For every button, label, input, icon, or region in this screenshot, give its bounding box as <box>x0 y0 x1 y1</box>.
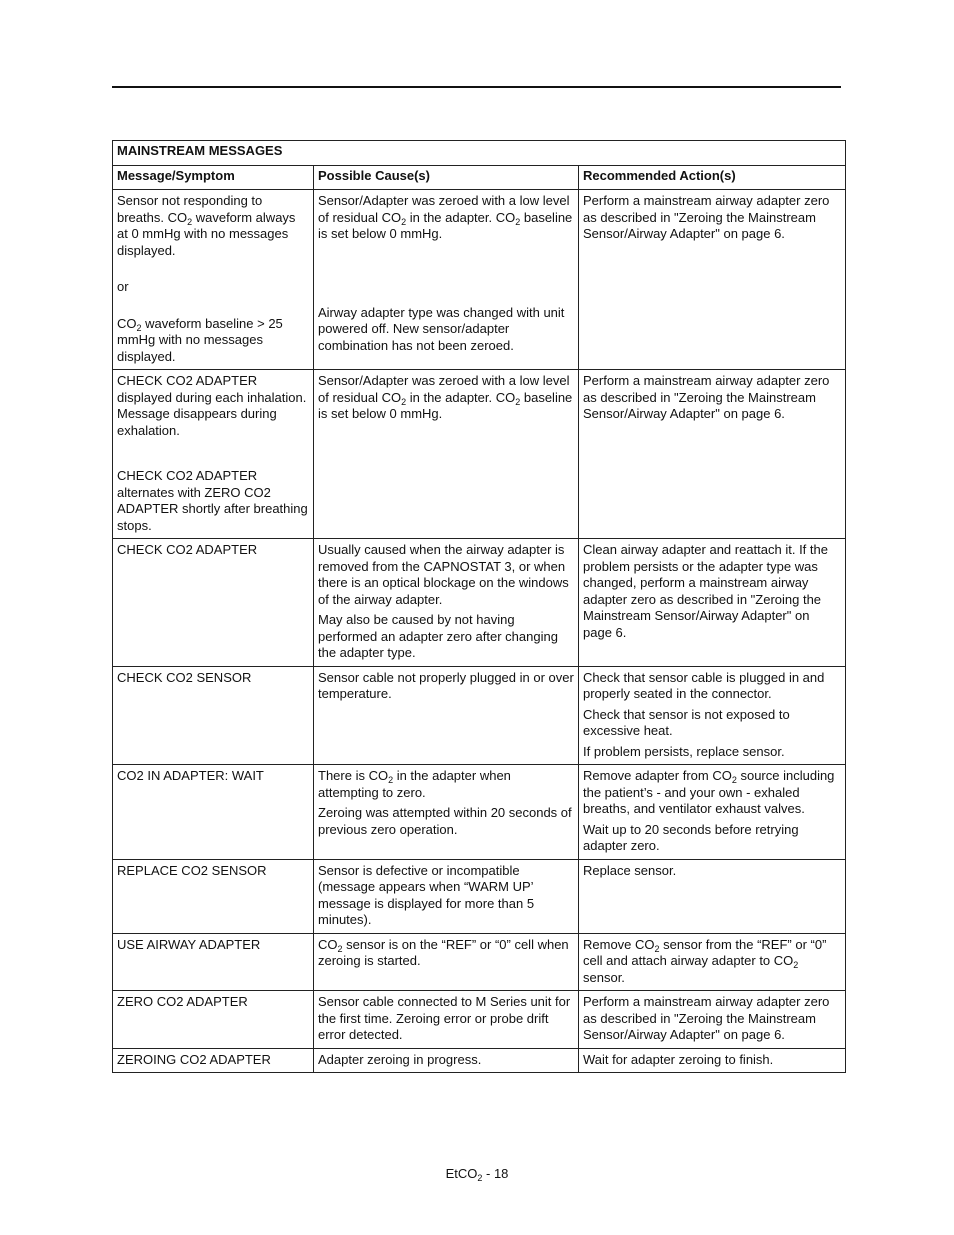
table-title: MAINSTREAM MESSAGES <box>113 141 846 166</box>
cause-text: Zeroing was attempted within 20 seconds of previous zero operation. <box>318 805 572 837</box>
cause-cell <box>314 1048 579 1073</box>
symptom-cell <box>113 859 314 933</box>
cause-text: Sensor/Adapter was zeroed with a low level of residual $CO_2$ in the adapter. $CO_2$ baseline is set below 0 mmHg. <box>318 373 573 421</box>
cause-text: Adapter zeroing in progress. <box>318 1051 482 1067</box>
cause-text: Sensor cable connected to M Series unit for the first time. Zeroing error or probe drift error detected. <box>318 994 571 1042</box>
cause-cell <box>314 539 579 667</box>
action-cell <box>579 666 846 765</box>
symptom-text: ZEROING CO2 ADAPTER <box>117 1051 271 1067</box>
table-title-row <box>113 141 846 166</box>
table-row <box>113 991 846 1049</box>
cause-cell <box>314 933 579 991</box>
symptom-text: CHECK CO2 ADAPTER alternates with ZERO CO2 ADAPTER shortly after breathing stops. <box>117 468 308 533</box>
action-text: Replace sensor. <box>583 862 677 878</box>
symptom-text: USE AIRWAY ADAPTER <box>117 936 261 952</box>
column-header-action: Recommended Action(s) <box>579 165 846 190</box>
action-text: Perform a mainstream airway adapter zero as described in "Zeroing the Mainstream Sensor/Airway Adapter" on page 6. <box>583 994 830 1042</box>
cause-text: May also be caused by not having performed an adapter zero after changing the adapter type. <box>318 612 558 660</box>
symptom-cell <box>113 765 314 860</box>
action-text: If problem persists, replace sensor. <box>583 743 785 759</box>
column-header-cause: Possible Cause(s) <box>314 165 579 190</box>
action-text: Wait up to 20 seconds before retrying adapter zero. <box>583 821 799 853</box>
cause-text: $CO_2$ sensor is on the “REF” or “0” cell when zeroing is started. <box>318 936 569 968</box>
action-text: Perform a mainstream airway adapter zero as described in "Zeroing the Mainstream Sensor/Airway Adapter" on page 6. <box>583 373 830 421</box>
symptom-text: $CO_2$ waveform baseline > 25 mmHg with no messages displayed. <box>117 315 283 364</box>
cause-text: There is $CO_2$ in the adapter when attempting to zero. <box>318 768 511 800</box>
cause-text: Sensor/Adapter was zeroed with a low level of residual $CO_2$ in the adapter. $CO_2$ baseline is set below 0 mmHg. <box>318 193 573 241</box>
cause-cell <box>314 370 579 539</box>
action-text: Perform a mainstream airway adapter zero as described in "Zeroing the Mainstream Sensor/Airway Adapter" on page 6. <box>583 193 830 241</box>
action-cell <box>579 190 846 370</box>
table-row <box>113 190 846 370</box>
symptom-text: REPLACE CO2 SENSOR <box>117 862 267 878</box>
action-cell <box>579 370 846 539</box>
cause-text: Usually caused when the airway adapter is removed from the CAPNOSTAT 3, or when there is an optical blockage on the windows of the airway adapter. <box>318 542 569 607</box>
symptom-cell <box>113 190 314 370</box>
symptom-cell <box>113 991 314 1049</box>
table-header-row <box>113 165 846 190</box>
column-header-symptom: Message/Symptom <box>113 165 314 190</box>
symptom-cell <box>113 370 314 539</box>
symptom-text: CO2 IN ADAPTER: WAIT <box>117 768 264 783</box>
action-cell <box>579 933 846 991</box>
mainstream-messages-table <box>112 140 846 1073</box>
table-row <box>113 1048 846 1073</box>
action-text: Remove $CO_2$ sensor from the “REF” or “0” cell and attach airway adapter to $CO_2$ sensor. <box>583 936 827 985</box>
symptom-cell <box>113 933 314 991</box>
action-text: Check that sensor cable is plugged in and properly seated in the connector. <box>583 669 825 701</box>
table-row <box>113 539 846 667</box>
symptom-text: CHECK CO2 ADAPTER <box>117 542 258 557</box>
symptom-cell <box>113 1048 314 1073</box>
action-cell <box>579 539 846 667</box>
table-row <box>113 370 846 539</box>
cause-cell <box>314 991 579 1049</box>
symptom-text: CHECK CO2 ADAPTER displayed during each inhalation. Message disappears during exhalation. <box>117 373 307 438</box>
top-horizontal-rule <box>112 86 841 88</box>
action-text: Remove adapter from $CO_2$ source including the patient’s - and your own - exhaled breaths, and ventilator exhaust valves. <box>583 768 835 816</box>
symptom-cell <box>113 539 314 667</box>
symptom-text: or <box>117 279 129 294</box>
cause-cell <box>314 765 579 860</box>
cause-text: Airway adapter type was changed with unit powered off. New sensor/adapter combination has not been zeroed. <box>318 304 565 353</box>
table-row <box>113 859 846 933</box>
table-row <box>113 933 846 991</box>
page-footer: EtCO$_2$ - 18 <box>445 1166 509 1183</box>
cause-text: Sensor cable not properly plugged in or over temperature. <box>318 669 574 701</box>
symptom-text: ZERO CO2 ADAPTER <box>117 994 248 1009</box>
action-cell <box>579 765 846 860</box>
action-cell <box>579 859 846 933</box>
cause-cell <box>314 190 579 370</box>
symptom-text: Sensor not responding to breaths. $CO_2$ waveform always at 0 mmHg with no messages displayed. <box>117 193 296 258</box>
action-cell <box>579 991 846 1049</box>
cause-text: Sensor is defective or incompatible (message appears when “WARM UP’ message is displayed for more than 5 minutes). <box>318 862 535 927</box>
action-text: Check that sensor is not exposed to excessive heat. <box>583 706 790 738</box>
symptom-cell <box>113 666 314 765</box>
cause-cell <box>314 859 579 933</box>
table-row <box>113 765 846 860</box>
action-text: Clean airway adapter and reattach it. If the problem persists or the adapter type was changed, perform a mainstream airway adapter zero as described in "Zeroing the Mainstream Sensor/Airway Adapter" on page 6. <box>583 542 828 640</box>
cause-cell <box>314 666 579 765</box>
symptom-text: CHECK CO2 SENSOR <box>117 669 252 685</box>
action-text: Wait for adapter zeroing to finish. <box>583 1051 774 1067</box>
action-cell <box>579 1048 846 1073</box>
table-row <box>113 666 846 765</box>
